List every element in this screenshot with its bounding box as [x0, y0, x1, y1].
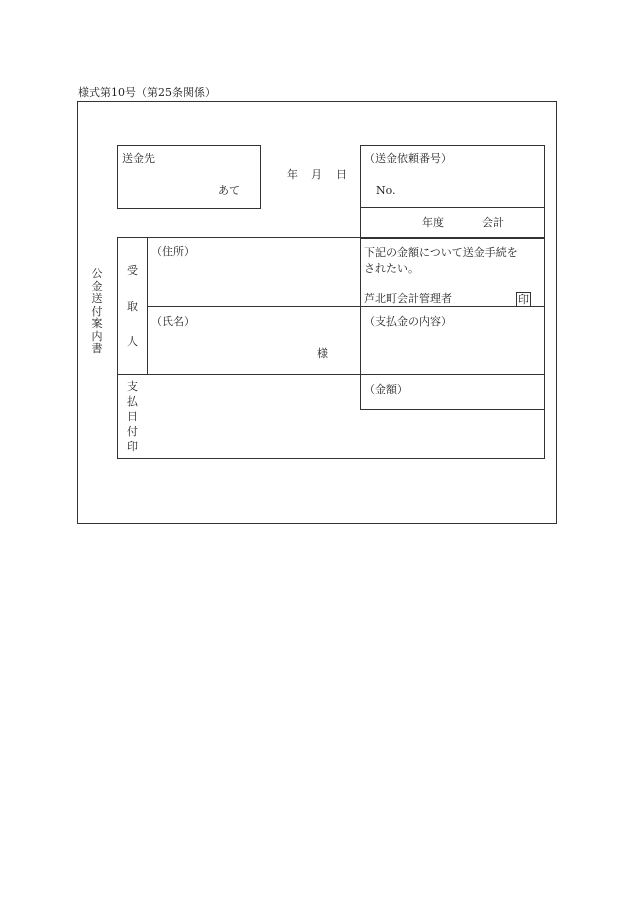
instruction-line-2: されたい。	[364, 262, 419, 275]
recipient-label: 送金先	[122, 152, 155, 165]
fiscal-year-label: 年度	[422, 216, 444, 229]
request-number-no: No.	[376, 184, 396, 197]
date-year-label: 年	[287, 168, 298, 181]
honorific-sama: 様	[317, 347, 328, 360]
signer-title: 芦北町会計管理者	[364, 292, 452, 305]
instruction-line-1: 下記の金額について送金手続を	[364, 246, 518, 259]
main-grid	[117, 237, 545, 459]
center-divider	[360, 237, 361, 410]
address-name-divider	[147, 306, 544, 307]
payee-label-char-3: 人	[127, 335, 138, 348]
name-label: （氏名）	[151, 315, 195, 328]
payee-label-char-2: 取	[127, 300, 138, 313]
request-number-divider	[360, 207, 544, 208]
amount-box-bottom	[360, 409, 544, 410]
payment-stamp-char-2: 払	[127, 395, 138, 408]
payment-stamp-char-5: 印	[127, 440, 138, 453]
recipient-suffix: あて	[218, 184, 240, 197]
account-label: 会計	[482, 216, 504, 229]
payment-stamp-char-1: 支	[127, 380, 138, 393]
form-number-header: 様式第10号（第25条関係）	[78, 86, 216, 99]
payee-label-char-1: 受	[127, 264, 138, 277]
date-day-label: 日	[336, 168, 347, 181]
amount-label: （金額）	[364, 383, 408, 396]
request-number-label: （送金依頼番号）	[364, 152, 452, 165]
payment-stamp-char-4: 付	[127, 425, 138, 438]
seal-mark: 印	[518, 293, 529, 306]
address-label: （住所）	[151, 245, 195, 258]
payment-content-label: （支払金の内容）	[364, 315, 452, 328]
side-title: 公金送付案内書	[91, 267, 103, 355]
payee-section-bottom	[117, 374, 544, 375]
payment-stamp-char-3: 日	[127, 410, 138, 423]
date-month-label: 月	[311, 168, 322, 181]
